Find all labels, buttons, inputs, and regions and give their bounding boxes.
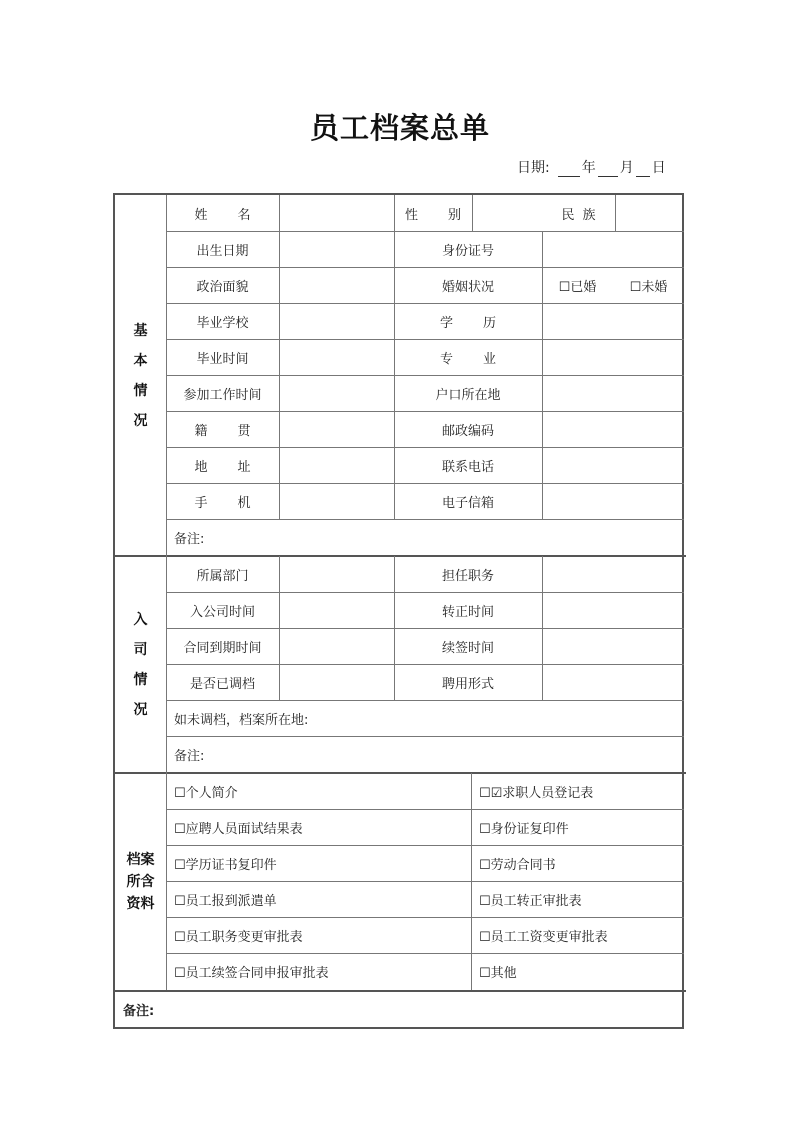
ethnicity-field[interactable] <box>615 195 684 231</box>
date-label: 日期: <box>517 160 550 176</box>
page-title: 员工档案总单 <box>309 111 490 145</box>
doc-checkbox-id-copy[interactable]: ☐身份证复印件 <box>479 821 569 837</box>
phone-field[interactable] <box>542 447 684 483</box>
political-status-field[interactable] <box>279 267 394 303</box>
entry-remark[interactable]: 备注: <box>174 748 205 764</box>
employment-type-label: 聘用形式 <box>441 676 494 692</box>
employment-type-field[interactable] <box>542 664 684 700</box>
household-label: 户口所在地 <box>435 387 501 403</box>
political-status-label: 政治面貌 <box>196 279 249 295</box>
married-checkbox[interactable]: ☐已婚 <box>558 279 597 295</box>
graduation-date-label: 毕业时间 <box>196 351 249 367</box>
position-field[interactable] <box>542 556 684 592</box>
doc-checkbox-labor-contract[interactable]: ☐劳动合同书 <box>479 857 556 873</box>
year-blank[interactable] <box>558 162 580 177</box>
join-date-field[interactable] <box>279 592 394 628</box>
native-place-field[interactable] <box>279 411 394 447</box>
phone-label: 联系电话 <box>441 459 494 475</box>
day-label: 日 <box>651 160 666 176</box>
id-number-field[interactable] <box>542 231 684 267</box>
email-field[interactable] <box>542 483 684 519</box>
birthdate-label: 出生日期 <box>196 243 249 259</box>
id-number-label: 身份证号 <box>441 243 494 259</box>
unmarried-checkbox[interactable]: ☐未婚 <box>629 279 668 295</box>
household-field[interactable] <box>542 375 684 411</box>
department-label: 所属部门 <box>196 568 249 584</box>
renewal-date-field[interactable] <box>542 628 684 664</box>
doc-checkbox-diploma-copy[interactable]: ☐学历证书复印件 <box>174 857 277 873</box>
doc-checkbox-application-form[interactable]: ☐☑求职人员登记表 <box>479 785 594 801</box>
work-start-label: 参加工作时间 <box>183 387 262 403</box>
archive-form <box>113 193 684 1029</box>
name-label: 姓名 <box>194 207 281 223</box>
regularization-date-label: 转正时间 <box>441 604 494 620</box>
postcode-label: 邮政编码 <box>441 423 494 439</box>
education-field[interactable] <box>542 303 684 339</box>
name-field[interactable] <box>279 195 394 231</box>
mobile-field[interactable] <box>279 483 394 519</box>
date-line <box>517 157 666 177</box>
month-blank[interactable] <box>598 162 618 177</box>
doc-checkbox-position-change[interactable]: ☐员工职务变更审批表 <box>174 929 303 945</box>
contract-expiry-label: 合同到期时间 <box>183 640 262 656</box>
footer-remark[interactable]: 备注: <box>123 1004 155 1019</box>
day-blank[interactable] <box>636 162 650 177</box>
work-start-field[interactable] <box>279 375 394 411</box>
major-field[interactable] <box>542 339 684 375</box>
postcode-field[interactable] <box>542 411 684 447</box>
birthdate-field[interactable] <box>279 231 394 267</box>
renewal-date-label: 续签时间 <box>441 640 494 656</box>
education-label: 学历 <box>439 315 526 331</box>
school-label: 毕业学校 <box>196 315 249 331</box>
doc-checkbox-interview-result[interactable]: ☐应聘人员面试结果表 <box>174 821 303 837</box>
year-label: 年 <box>581 160 596 176</box>
graduation-date-field[interactable] <box>279 339 394 375</box>
file-transferred-field[interactable] <box>279 664 394 700</box>
mobile-label: 手机 <box>194 495 281 511</box>
address-field[interactable] <box>279 447 394 483</box>
email-label: 电子信箱 <box>441 495 494 511</box>
doc-checkbox-salary-change[interactable]: ☐员工工资变更审批表 <box>479 929 608 945</box>
address-label: 地址 <box>194 459 281 475</box>
native-place-label: 籍贯 <box>194 423 281 439</box>
file-transferred-label: 是否已调档 <box>189 676 255 692</box>
doc-checkbox-resume[interactable]: ☐个人简介 <box>174 785 238 801</box>
doc-checkbox-other[interactable]: ☐其他 <box>479 966 517 981</box>
doc-checkbox-contract-renewal[interactable]: ☐员工续签合同申报审批表 <box>174 966 329 981</box>
regularization-date-field[interactable] <box>542 592 684 628</box>
marital-status-label: 婚姻状况 <box>441 279 494 295</box>
contract-expiry-field[interactable] <box>279 628 394 664</box>
doc-checkbox-regularization-form[interactable]: ☐员工转正审批表 <box>479 893 582 909</box>
gender-field[interactable] <box>472 195 535 231</box>
month-label: 月 <box>619 160 634 176</box>
major-label: 专业 <box>439 351 526 367</box>
archive-location-field[interactable]: 如未调档，档案所在地: <box>174 712 309 728</box>
section-entry-label: 入 司 情 况 <box>133 611 148 718</box>
gender-label: 性别 <box>404 207 491 223</box>
department-field[interactable] <box>279 556 394 592</box>
school-field[interactable] <box>279 303 394 339</box>
section-docs-label: 档案 所含 资料 <box>126 852 155 912</box>
position-label: 担任职务 <box>441 568 494 584</box>
basic-remark[interactable]: 备注: <box>174 531 205 547</box>
join-date-label: 入公司时间 <box>189 604 255 620</box>
ethnicity-label: 民族 <box>561 207 604 223</box>
section-basic-label: 基 本 情 况 <box>133 322 148 429</box>
doc-checkbox-onboarding-form[interactable]: ☐员工报到派遣单 <box>174 893 277 909</box>
